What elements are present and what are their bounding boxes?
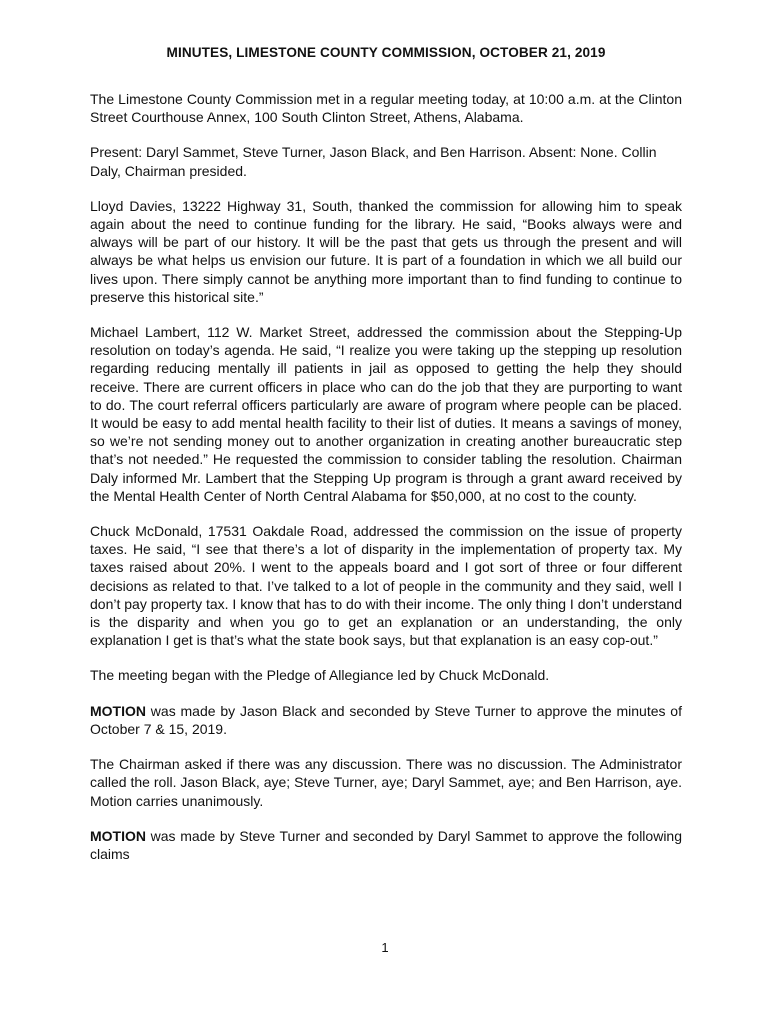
- paragraph-text: The Chairman asked if there was any discussion. There was no discussion. The Administrator called the roll. Jason Black, aye; Steve Turner, aye; Daryl Sammet, aye; and Ben Harrison, aye. Motion carries unanimously.: [90, 756, 682, 809]
- document-title: MINUTES, LIMESTONE COUNTY COMMISSION, OCTOBER 21, 2019: [166, 45, 606, 60]
- paragraph-pledge: [90, 666, 682, 684]
- paragraph-motion-claims: [90, 827, 682, 863]
- paragraph-motion-minutes: [90, 702, 682, 738]
- paragraph-attendance: [90, 143, 682, 179]
- motion-label: MOTION: [90, 827, 146, 844]
- paragraph-text: Chuck McDonald, 17531 Oakdale Road, addressed the commission on the issue of property taxes. He said, “I see that there’s a lot of disparity in the implementation of property tax. My taxes raised about 20%. I went to the appeals board and I got sort of three or four different decisions as related to that. I’ve talked to a lot of people in the community and they said, well I don’t pay property tax. I know that has to do with their income. The only thing I don’t understand is the disparity and when you go to get an explanation or an understanding, the only explanation I get is that’s what the state book says, but that explanation is an easy cop-out.”: [90, 523, 682, 649]
- paragraph-roll-call: [90, 755, 682, 810]
- paragraph-text: was made by Steve Turner and seconded by Daryl Sammet to approve the following claims: [90, 827, 682, 862]
- paragraph-text: was made by Jason Black and seconded by Steve Turner to approve the minutes of October 7 & 15, 2019.: [90, 702, 682, 737]
- paragraph-text: Present: Daryl Sammet, Steve Turner, Jason Black, and Ben Harrison. Absent: None. Collin Daly, Chairman presided.: [90, 144, 657, 179]
- paragraph-meeting-location: [90, 90, 682, 126]
- paragraph-text: The Limestone County Commission met in a regular meeting today, at 10:00 a.m. at the Clinton Street Courthouse Annex, 100 South Clinton Street, Athens, Alabama.: [90, 91, 682, 126]
- paragraph-michael-lambert: [90, 323, 682, 505]
- motion-label: MOTION: [90, 702, 146, 719]
- paragraph-chuck-mcdonald: [90, 522, 682, 649]
- paragraph-text: Michael Lambert, 112 W. Market Street, addressed the commission about the Stepping-Up resolution on today’s agenda. He said, “I realize you were taking up the stepping up resolution regarding reducing mentally ill patients in jail as opposed to getting the help they should receive. There are current officers in place who can do the job that they are purporting to want to do. The court referral officers particularly are aware of program where people can be placed. It would be easy to add mental health facility to their list of duties. It means a savings of money, so we’re not sending money out to another organization in creating another bureaucratic step that’s not needed.” He requested the commission to consider tabling the resolution. Chairman Daly informed Mr. Lambert that the Stepping Up program is through a grant award received by the Mental Health Center of North Central Alabama for $50,000, at no cost to the county.: [90, 324, 682, 504]
- paragraph-text: Lloyd Davies, 13222 Highway 31, South, thanked the commission for allowing him to speak again about the need to continue funding for the library. He said, “Books always were and always will be part of our history. It will be the past that gets us through the present and will always be what helps us envision our future. It is part of a foundation in which we all build our lives upon. There simply cannot be anything more important than to find funding to continue to preserve this historical site.”: [90, 197, 682, 305]
- page-number: 1: [381, 940, 389, 955]
- minutes-page: [90, 44, 682, 880]
- paragraph-text: The meeting began with the Pledge of Allegiance led by Chuck McDonald.: [90, 667, 550, 684]
- paragraph-lloyd-davies: [90, 197, 682, 306]
